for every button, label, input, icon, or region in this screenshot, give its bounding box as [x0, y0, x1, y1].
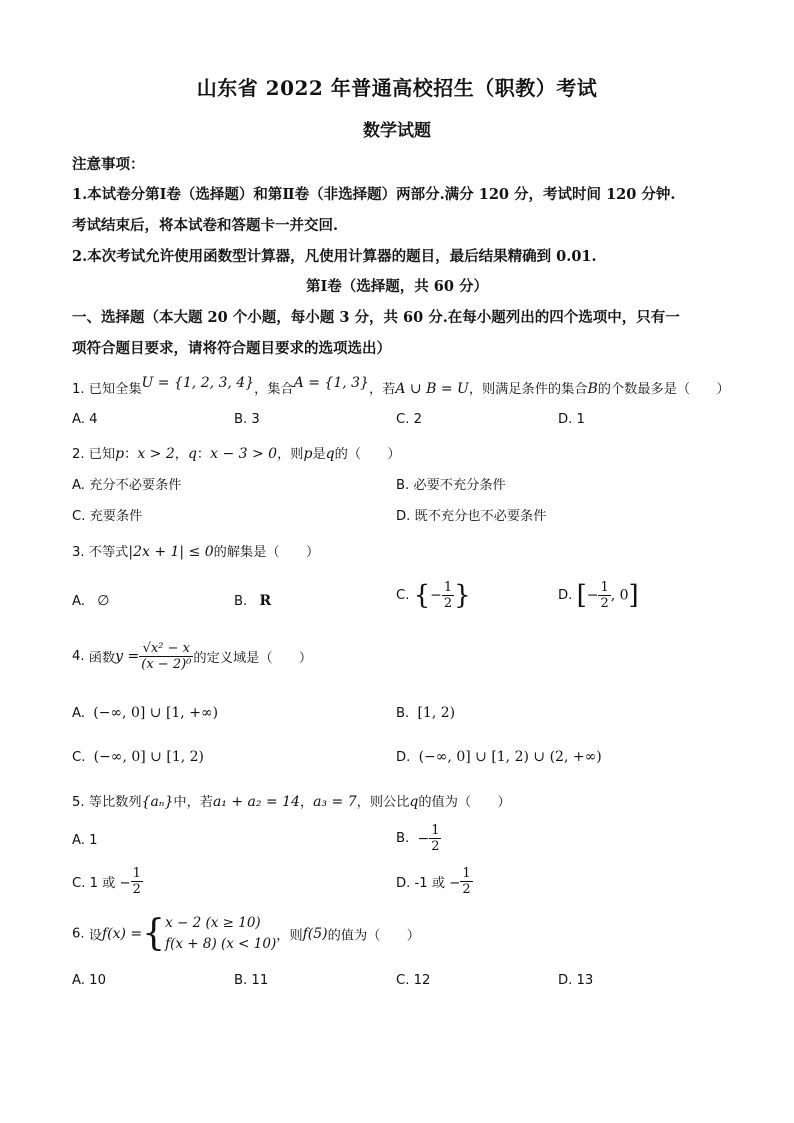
question-6-option-c: C. 12	[396, 973, 431, 988]
question-1-option-d: D. 1	[558, 412, 585, 427]
math-expression: q	[187, 446, 197, 462]
question-4-option-a: A. (−∞, 0] ∪ [1, +∞)	[72, 705, 219, 721]
math-expression: a₃ = 7	[313, 794, 357, 810]
left-brace: {	[142, 913, 166, 954]
question-2-option-c: C. 充要条件	[72, 509, 143, 524]
math-expression: p	[303, 446, 313, 462]
empty-set-symbol: ∅	[97, 593, 110, 609]
question-6-option-d: D. 13	[558, 973, 594, 988]
question-2-stem: 2. 已知p：x > 2，q：x − 3 > 0，则p是q的（ ）	[72, 446, 401, 462]
math-expression: y =	[115, 648, 140, 665]
real-numbers-symbol: R	[259, 593, 272, 609]
exam-title: 山东省 2022 年普通高校招生（职教）考试	[196, 76, 598, 100]
fraction: $\frac{1}{2}$	[443, 580, 453, 611]
math-expression: a₁ + a₂ = 14	[212, 794, 300, 810]
math-expression: q	[409, 794, 419, 810]
question-4-option-d: D. (−∞, 0] ∪ [1, 2) ∪ (2, +∞)	[396, 749, 602, 765]
question-2-option-b: B. 必要不充分条件	[396, 478, 506, 493]
notes-item-1-line-2: 考试结束后，将本试卷和答题卡一并交回.	[72, 217, 339, 234]
question-3-option-a: A. ∅	[72, 593, 110, 609]
question-5-option-b: B. − $\frac{1}{2}$	[396, 823, 440, 854]
question-6-option-b: B. 11	[234, 973, 269, 988]
section-title: 第Ⅰ卷（选择题，共 60 分）	[305, 278, 489, 295]
question-3-option-c: C. {− $\frac{1}{2}$ }	[396, 580, 471, 611]
left-brace: {	[413, 580, 431, 611]
question-number: 2.	[72, 447, 85, 462]
question-2-option-a: A. 充分不必要条件	[72, 478, 182, 493]
question-number: 5.	[72, 795, 85, 810]
notes-item-1-line-1: 1.本试卷分第Ⅰ卷（选择题）和第Ⅱ卷（非选择题）两部分.满分 120 分，考试时间 120 分钟.	[72, 186, 676, 203]
question-3-option-d: D. [− $\frac{1}{2}$ , 0]	[558, 580, 639, 611]
math-expression: q	[325, 446, 335, 462]
question-5-option-d: D. -1 或 − $\frac{1}{2}$	[396, 866, 471, 897]
question-4-stem: 4. 函数y = $\frac{\text{√x² − x}}{\text{(x − 2)⁰}}$ 的定义域是（ ）	[72, 641, 313, 672]
piecewise-cases: x − 2 (x ≥ 10) f(x + 8) (x < 10)	[165, 915, 277, 952]
section-instructions-line-1: 一、选择题（本大题 20 个小题，每小题 3 分，共 60 分.在每小题列出的四个选项中，只有一	[72, 309, 680, 326]
section-instructions-line-2: 项符合题目要求，请将符合题目要求的选项选出）	[72, 340, 391, 357]
question-1-option-c: C. 2	[396, 412, 422, 427]
question-1-stem: 1. 已知全集U = {1, 2, 3, 4}，集合A = {1, 3}，若A ∪ B = U，则满足条件的集合B的个数最多是（ ）	[72, 375, 730, 397]
notes-item-2: 2.本次考试允许使用函数型计算器，凡使用计算器的题目，最后结果精确到 0.01.	[72, 248, 597, 265]
question-6-option-a: A. 10	[72, 973, 106, 988]
math-expression: U = {1, 2, 3, 4}	[141, 375, 255, 391]
question-2-option-d: D. 既不充分也不必要条件	[396, 509, 547, 524]
math-expression: f(x) =	[101, 926, 143, 942]
question-1-option-a: A. 4	[72, 412, 98, 427]
question-5-option-c: C. 1 或 − $\frac{1}{2}$	[72, 866, 141, 897]
exam-subtitle: 数学试题	[363, 121, 431, 141]
fraction: $\frac{1}{2}$	[431, 823, 440, 854]
question-number: 4.	[72, 649, 85, 664]
math-expression: {aₙ}	[141, 794, 174, 810]
question-5-option-a: A. 1	[72, 833, 98, 848]
question-number: 6.	[72, 926, 85, 942]
math-expression: A = {1, 3}	[293, 375, 369, 391]
notes-heading: 注意事项：	[72, 156, 145, 173]
question-5-stem: 5. 等比数列{aₙ}中，若a₁ + a₂ = 14，a₃ = 7，则公比q的值为（ ）	[72, 794, 511, 810]
math-expression: |2x + 1| ≤ 0	[128, 544, 214, 560]
math-expression: x > 2	[137, 446, 175, 462]
fraction: $\frac{\text{√x² − x}}{\text{(x − 2)⁰}}$	[141, 641, 192, 672]
question-4-option-b: B. [1, 2)	[396, 705, 456, 721]
math-expression: p	[115, 446, 125, 462]
question-number: 3.	[72, 545, 85, 560]
right-brace: }	[454, 580, 471, 611]
math-expression: B	[587, 381, 598, 397]
question-6-stem: 6. 设f(x) ={ x − 2 (x ≥ 10) f(x + 8) (x < 10) ，则f(5)的值为（ ）	[72, 913, 420, 954]
fraction: $\frac{1}{2}$	[462, 866, 471, 897]
right-bracket: ]	[628, 580, 639, 611]
math-expression: x − 3 > 0	[210, 446, 278, 462]
left-bracket: [	[576, 580, 587, 611]
question-4-option-c: C. (−∞, 0] ∪ [1, 2)	[72, 749, 205, 765]
question-1-option-b: B. 3	[234, 412, 260, 427]
fraction: $\frac{1}{2}$	[132, 866, 141, 897]
question-3-stem: 3. 不等式|2x + 1| ≤ 0的解集是（ ）	[72, 544, 320, 560]
math-expression: A ∪ B = U	[395, 381, 469, 397]
math-expression: f(5)	[302, 926, 328, 942]
question-3-option-b: B. R	[234, 593, 272, 609]
question-number: 1.	[72, 382, 85, 397]
fraction: $\frac{1}{2}$	[600, 580, 609, 611]
